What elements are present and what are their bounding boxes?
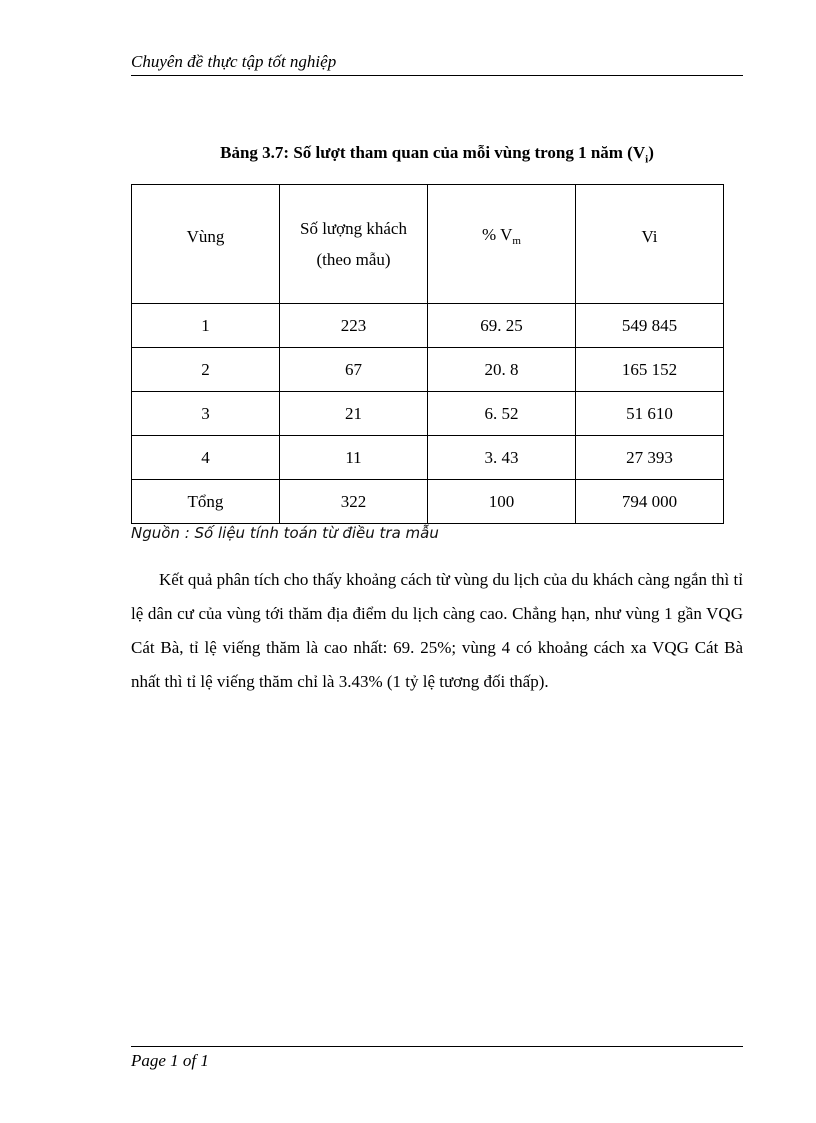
cell-so-luong: 223 <box>280 304 428 348</box>
cell-vi: 794 000 <box>576 480 724 524</box>
table-header-row <box>132 185 724 304</box>
visits-table <box>131 184 724 524</box>
cell-pct: 6. 52 <box>428 392 576 436</box>
table-total-row <box>132 480 724 524</box>
cell-vi: 549 845 <box>576 304 724 348</box>
footer-divider <box>131 1046 743 1047</box>
page-header-title: Chuyên đề thực tập tốt nghiệp <box>131 52 337 71</box>
header-pct-label: % V <box>482 225 513 244</box>
header-divider <box>131 75 743 76</box>
table-caption-subscript: i <box>645 153 649 166</box>
page-number: Page 1 of 1 <box>131 1051 209 1070</box>
cell-so-luong: 11 <box>280 436 428 480</box>
table-source-note: Nguồn : Số liệu tính toán từ điều tra mẫu <box>131 524 439 542</box>
cell-vung: 4 <box>132 436 280 480</box>
cell-vi: 27 393 <box>576 436 724 480</box>
header-cell-so-luong <box>280 185 428 304</box>
header-vi-label: Vi <box>641 226 658 246</box>
cell-so-luong: 67 <box>280 348 428 392</box>
cell-vi: 51 610 <box>576 392 724 436</box>
cell-pct: 3. 43 <box>428 436 576 480</box>
cell-so-luong: 322 <box>280 480 428 524</box>
table-caption <box>131 143 743 165</box>
cell-so-luong: 21 <box>280 392 428 436</box>
header-vung-label: Vùng <box>186 226 225 246</box>
cell-vung: Tổng <box>132 480 280 524</box>
cell-vung: 3 <box>132 392 280 436</box>
table-row <box>132 436 724 480</box>
header-cell-vi <box>576 185 724 304</box>
table-row <box>132 392 724 436</box>
cell-pct: 69. 25 <box>428 304 576 348</box>
analysis-paragraph: Kết quả phân tích cho thấy khoảng cách từ vùng du lịch của du khách càng ngắn thì tỉ lệ dân cư của vùng tới thăm địa điểm du lịch càng cao. Chẳng hạn, như vùng 1 gần VQG Cát Bà, tỉ lệ viếng thăm là cao nhất: 69. 25%; vùng 4 có khoảng cách xa VQG Cát Bà nhất thì tỉ lệ viếng thăm chỉ là 3.43% (1 tỷ lệ tương đối thấp). <box>131 570 743 691</box>
table-caption-close: ) <box>648 143 654 162</box>
header-pct-subscript: m <box>512 235 521 247</box>
cell-vung: 2 <box>132 348 280 392</box>
table-caption-main: Bảng 3.7: Số lượt tham quan của mỗi vùng trong 1 năm (V <box>220 143 646 162</box>
cell-pct: 100 <box>428 480 576 524</box>
header-so-luong-line1: Số lượng khách <box>300 219 407 238</box>
header-so-luong-line2: (theo mẫu) <box>316 250 391 269</box>
table-row <box>132 348 724 392</box>
header-cell-pct <box>428 185 576 304</box>
cell-vi: 165 152 <box>576 348 724 392</box>
cell-pct: 20. 8 <box>428 348 576 392</box>
cell-vung: 1 <box>132 304 280 348</box>
header-cell-vung <box>132 185 280 304</box>
table-row <box>132 304 724 348</box>
